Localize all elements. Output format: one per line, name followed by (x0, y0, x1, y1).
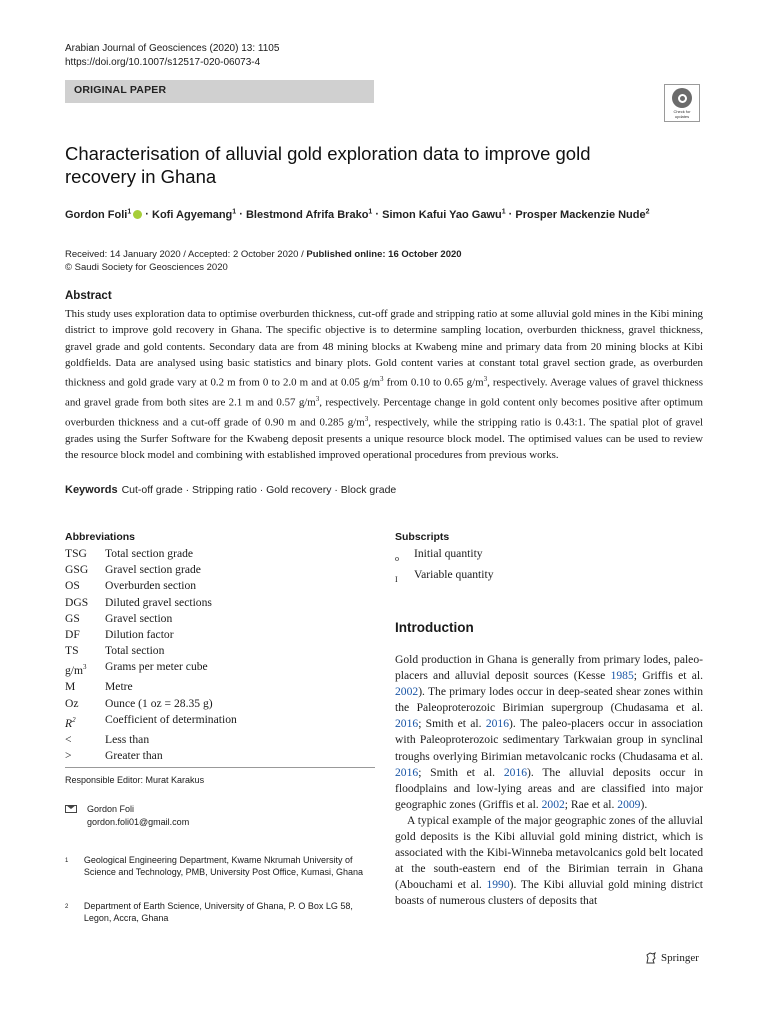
springer-horse-icon (645, 952, 657, 964)
citation-link[interactable]: 2009 (617, 797, 641, 811)
list-item: OS Overburden section (65, 579, 197, 593)
list-item: TSG Total section grade (65, 547, 194, 560)
list-item: $R^2$ Coefficient of determination (65, 712, 237, 730)
list-item: TS Total section (65, 644, 165, 658)
corresponding-author: Gordon Foli (87, 804, 135, 814)
author-name[interactable]: Blestmond Afrifa Brako$^1$ (245, 208, 373, 221)
abbreviations-heading: Abbreviations (65, 531, 136, 543)
email-link[interactable]: gordon.foli01@gmail.com (87, 817, 190, 827)
correspondence (65, 803, 189, 829)
journal-header (65, 42, 279, 69)
citation-link[interactable]: 1985 (610, 669, 634, 683)
footnote-divider (65, 767, 375, 768)
introduction-heading: Introduction (395, 620, 474, 635)
abstract-text: This study uses exploration data to optimise overburden thickness, cut-off grade and stripping ratio at some alluvial gold mines in the Kibi mining district to improve gold recovery in Ghana. The specific objective is to determine sampling location, overburden thickness, gravel thickness, gravel grade and gold contents. Secondary data are from 48 mining blocks at Kwabeng mine and primary data from 20 mining blocks at Kibi goldfields. Data are analysed using basic statistics and binary plots. Gold content varies at constant total gravel section grade, as overburden thickness and gold grade vary at 0.2 m from 0 to 2.0 m and at 0.05 $g/m^3$ from 0.10 to 0.65 $g/m^3$, respectively. Average values of gravel thickness and gravel grade from both sites are 2.1 m and 0.57 $g/m^3$, respectively. Percentage change in gold content only becomes positive after optimum overburden thickness and a cut-off grade of 0.90 m and 0.285 $g/m^3$, respectively, while the stripping ratio is 0.43:1. The spatial plot of gravel grades using the Surfer Software for the Kwabeng deposit presents a unique resource block model. The optimised values can be used to review the resource block model and combining with established improved operational procedures from previous works. (65, 308, 704, 462)
keywords (65, 484, 396, 496)
citation-link[interactable]: 1990 (486, 878, 510, 892)
list-item: DF Dilution factor (65, 628, 174, 642)
list-item: M Metre (65, 680, 133, 694)
list-item: > Greater than (65, 749, 163, 763)
check-for-updates-badge[interactable]: Check for updates (664, 84, 700, 122)
author-name[interactable]: Gordon Foli$^1$ (65, 208, 132, 221)
author-name[interactable]: Simon Kafui Yao Gawu$^1$ (382, 208, 506, 221)
citation-link[interactable]: 2016 (395, 717, 419, 731)
abbreviations-list (65, 546, 237, 764)
subscripts-heading: Subscripts (395, 531, 450, 543)
doi-link[interactable]: https://doi.org/10.1007/s12517-020-06073-4 (65, 56, 261, 68)
author-name[interactable]: Kofi Agyemang$^1$ (152, 208, 237, 221)
list-item: GSG Gravel section grade (65, 563, 201, 577)
subscripts-list (395, 546, 494, 588)
responsible-editor: Responsible Editor: Murat Karakus (65, 775, 205, 785)
author-name[interactable]: Prosper Mackenzie Nude$^2$ (515, 208, 650, 221)
list-item: DGS Diluted gravel sections (65, 595, 212, 609)
citation-link[interactable]: 2002 (395, 685, 419, 699)
affiliation-1: 1 Geological Engineering Department, Kwame Nkrumah University of Science and Technology, PMB, University Post Office, Kumasi, Ghana (65, 855, 364, 878)
list-item: I Variable quantity (395, 568, 494, 585)
check-updates-icon (672, 88, 692, 108)
list-item: o Initial quantity (395, 547, 483, 563)
citation-link[interactable]: 2002 (541, 797, 565, 811)
author-list: Gordon Foli$^1$ · Kofi Agyemang$^1$ · Blestmond Afrifa Brako$^1$ · Simon Kafui Yao Gawu$^1$ · Prosper Mackenzie Nude$^2$ (65, 208, 650, 221)
citation-link[interactable]: 2016 (485, 717, 509, 731)
article-type-banner: ORIGINAL PAPER (65, 80, 374, 103)
keywords-list: Cut-off grade · Stripping ratio · Gold recovery · Block grade (121, 484, 397, 496)
list-item: $g/m^3$ Grams per meter cube (65, 660, 208, 678)
envelope-icon (65, 805, 77, 813)
publisher-logo: Springer (645, 952, 699, 964)
list-item: Oz Ounce (1 oz = 28.35 g) (65, 696, 213, 710)
publication-dates: Received: 14 January 2020 / Accepted: 2 October 2020 / Published online: 16 October 2020 © Saudi Society for Geosciences 2020 (65, 249, 462, 273)
keywords-label: Keywords (65, 484, 118, 496)
citation-link[interactable]: 2016 (503, 765, 528, 779)
journal-citation: Arabian Journal of Geosciences (2020) 13: 1105 (65, 43, 280, 54)
orcid-icon[interactable] (133, 210, 142, 219)
introduction-text: Gold production in Ghana is generally from primary lodes, paleo-placers and alluvial deposit sources (Kesse 1985; Griffis et al. 2002). The primary lodes occur in deep-seated shear zones within the Paleoproterozoic Birimian supergroup (Chudasama et al. 2016; Smith et al. 2016). The paleo-placers occur in association with Paleoproterozoic sedimentary Tarkwaian group in synclinal troughs overlying Birimian metavolcanic rocks (Chudasama et al. 2016; Smith et al. 2016). The alluvial deposits occur in floodplains and low-lying areas and are classified into major geographic zones (Griffis et al. 2002; Rae et al. 2009). A typical example of the major geographic zones of the alluvial gold deposits is the Kibi alluvial gold mining district, which is associated with the Kibi-Winneba metavolcanics gold belt located at the south-eastern end of the Birimian terrain in Ghana (Abouchami et al. 1990). The Kibi alluvial gold mining district boasts of numerous clusters of deposits that (395, 653, 704, 908)
article-title: Characterisation of alluvial gold exploration data to improve gold recovery in Ghana (65, 143, 591, 187)
affiliation-2: 2 Department of Earth Science, University of Ghana, P. O Box LG 58, Legon, Accra, Ghana (65, 901, 353, 924)
copyright-notice: © Saudi Society for Geosciences 2020 (65, 262, 228, 273)
abstract-heading: Abstract (65, 290, 112, 302)
list-item: < Less than (65, 732, 150, 746)
citation-link[interactable]: 2016 (395, 765, 419, 779)
list-item: GS Gravel section (65, 611, 173, 625)
